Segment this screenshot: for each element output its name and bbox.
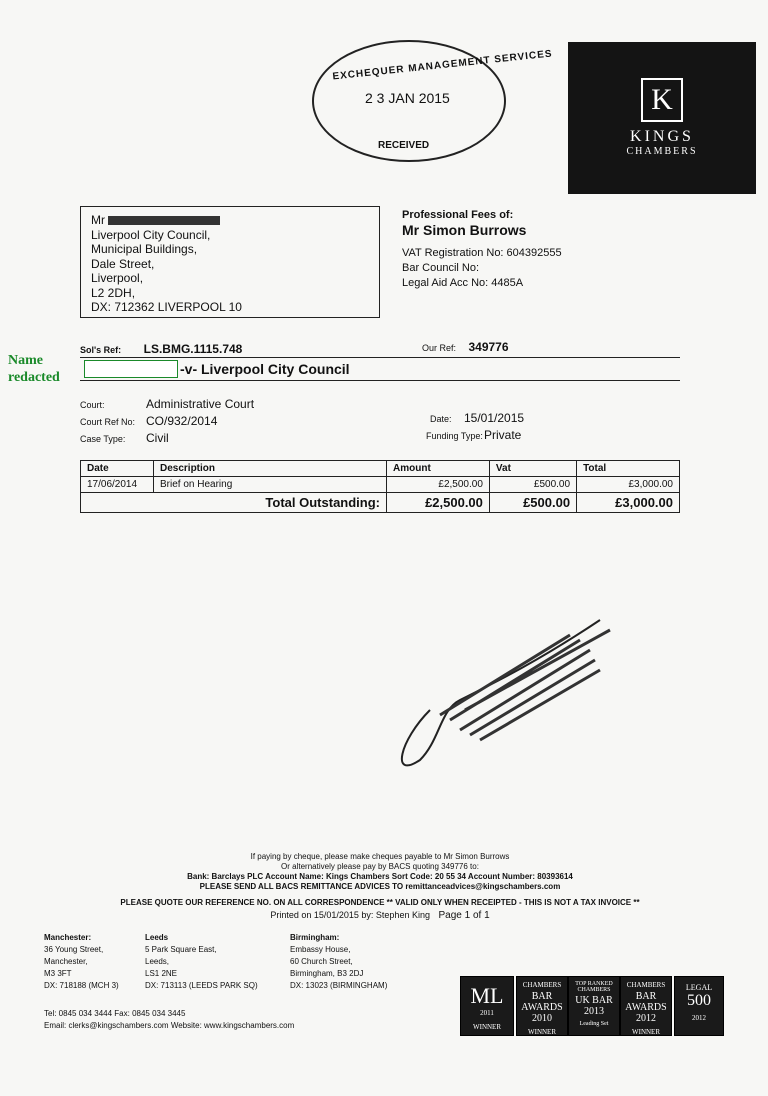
award-badge: TOP RANKED CHAMBERS UK BAR 2013 Leading Set	[568, 976, 620, 1036]
case-type-label: Case Type:	[80, 434, 126, 444]
table-row	[81, 477, 680, 493]
legal-aid-number: Legal Aid Acc No: 4485A	[402, 277, 524, 289]
quote-line: PLEASE QUOTE OUR REFERENCE NO. ON ALL CORRESPONDENCE ** VALID ONLY WHEN RECEIPTED - THIS IS NOT A TAX INVOICE **	[120, 898, 640, 907]
address-line: DX: 712362 LIVERPOOL 10	[91, 300, 242, 314]
total-amount: £2,500.00	[387, 493, 490, 513]
address-line: Municipal Buildings,	[91, 242, 198, 256]
total-row	[81, 493, 680, 513]
contact-info	[44, 1008, 294, 1032]
total-label: Total Outstanding:	[81, 493, 387, 513]
contact-phone: Tel: 0845 034 3444 Fax: 0845 034 3445	[44, 1009, 186, 1018]
row-total: £3,000.00	[577, 477, 680, 493]
office-leeds	[145, 932, 258, 992]
col-date: Date	[81, 461, 154, 477]
office-city: Leeds	[145, 933, 169, 942]
remittance-line: PLEASE SEND ALL BACS REMITTANCE ADVICES TO remittanceadvices@kingschambers.com	[199, 882, 561, 891]
printed-line: Printed on 15/01/2015 by: Stephen King	[270, 910, 430, 920]
case-details	[80, 396, 254, 447]
award-badge: ML 2011 WINNER	[460, 976, 514, 1036]
fees-table	[80, 460, 680, 513]
address-line: L2 2DH,	[91, 285, 136, 300]
our-ref-value: 349776	[468, 340, 509, 354]
office-line: M3 3FT	[44, 969, 72, 978]
redacted-name	[108, 216, 220, 225]
award-badge: CHAMBERS BAR AWARDS 2012 WINNER	[620, 976, 672, 1036]
court-value: Administrative Court	[146, 397, 255, 411]
office-line: DX: 713113 (LEEDS PARK SQ)	[145, 981, 258, 990]
office-birmingham	[290, 932, 387, 992]
date-value: 15/01/2015	[464, 411, 525, 425]
table-header	[81, 461, 680, 477]
office-line: 60 Church Street,	[290, 957, 353, 966]
office-city: Birmingham:	[290, 933, 340, 942]
funding-label: Funding Type:	[426, 431, 483, 441]
our-ref-label: Our Ref:	[422, 343, 457, 353]
total-vat: £500.00	[489, 493, 576, 513]
recipient-title: Mr	[91, 213, 105, 227]
office-line: Embassy House,	[290, 945, 351, 954]
logo-letter: K	[641, 78, 683, 122]
case-type-value: Civil	[146, 431, 169, 445]
col-amount: Amount	[387, 461, 490, 477]
date-funding	[426, 410, 525, 444]
kings-chambers-logo	[568, 42, 756, 194]
office-line: Birmingham, B3 2DJ	[290, 969, 364, 978]
payment-info	[80, 852, 680, 921]
redaction-box	[84, 360, 178, 378]
bank-details: Bank: Barclays PLC Account Name: Kings Chambers Sort Code: 20 55 34 Account Number: 80393614	[187, 872, 573, 881]
total-total: £3,000.00	[577, 493, 680, 513]
logo-name: KINGS	[630, 128, 694, 145]
address-line: Liverpool City Council,	[91, 227, 211, 242]
office-line: DX: 718188 (MCH 3)	[44, 981, 119, 990]
row-date: 17/06/2014	[81, 477, 154, 493]
office-line: 5 Park Square East,	[145, 945, 217, 954]
logo-sub: CHAMBERS	[626, 146, 698, 157]
office-line: Manchester,	[44, 957, 88, 966]
professional-fees	[402, 208, 562, 291]
award-badge: LEGAL 500 2012	[674, 976, 724, 1036]
redaction-note: Name redacted	[8, 353, 60, 385]
court-label: Court:	[80, 400, 105, 410]
col-vat: Vat	[489, 461, 576, 477]
stamp-received: RECEIVED	[378, 140, 430, 151]
case-title: -v- Liverpool City Council	[180, 361, 350, 377]
award-badge: CHAMBERS BAR AWARDS 2010 WINNER	[516, 976, 568, 1036]
office-line: DX: 13023 (BIRMINGHAM)	[290, 981, 388, 990]
office-manchester	[44, 932, 119, 992]
office-line: 36 Young Street,	[44, 945, 104, 954]
funding-value: Private	[484, 428, 522, 442]
row-vat: £500.00	[489, 477, 576, 493]
address-line: Dale Street,	[91, 256, 155, 271]
page-count: Page 1 of 1	[438, 910, 490, 921]
row-amount: £2,500.00	[387, 477, 490, 493]
signature-scribble	[380, 600, 640, 790]
sols-ref-label: Sol's Ref:	[80, 345, 122, 355]
court-ref-value: CO/932/2014	[146, 414, 218, 428]
vat-number: VAT Registration No: 604392555	[402, 247, 562, 259]
col-total: Total	[577, 461, 680, 477]
stamp-date: 2 3 JAN 2015	[365, 90, 450, 106]
fees-heading: Professional Fees of:	[402, 209, 514, 221]
payment-line: If paying by cheque, please make cheques payable to Mr Simon Burrows	[250, 852, 510, 861]
office-city: Manchester:	[44, 933, 92, 942]
col-description: Description	[154, 461, 387, 477]
row-description: Brief on Hearing	[154, 477, 387, 493]
recipient-address	[80, 206, 380, 318]
sols-ref-value: LS.BMG.1115.748	[143, 342, 243, 356]
office-line: LS1 2NE	[145, 969, 178, 978]
payment-line: Or alternatively please pay by BACS quoting 349776 to:	[281, 862, 479, 871]
office-line: Leeds,	[145, 957, 170, 966]
contact-email: Email: clerks@kingschambers.com Website: www.kingschambers.com	[44, 1021, 295, 1030]
date-label: Date:	[430, 414, 452, 424]
address-line: Liverpool,	[91, 271, 144, 285]
court-ref-label: Court Ref No:	[80, 417, 136, 427]
stamp-heading: EXCHEQUER MANAGEMENT SERVICES	[332, 48, 554, 83]
bar-council-number: Bar Council No:	[402, 262, 480, 274]
barrister-name: Mr Simon Burrows	[402, 222, 527, 238]
